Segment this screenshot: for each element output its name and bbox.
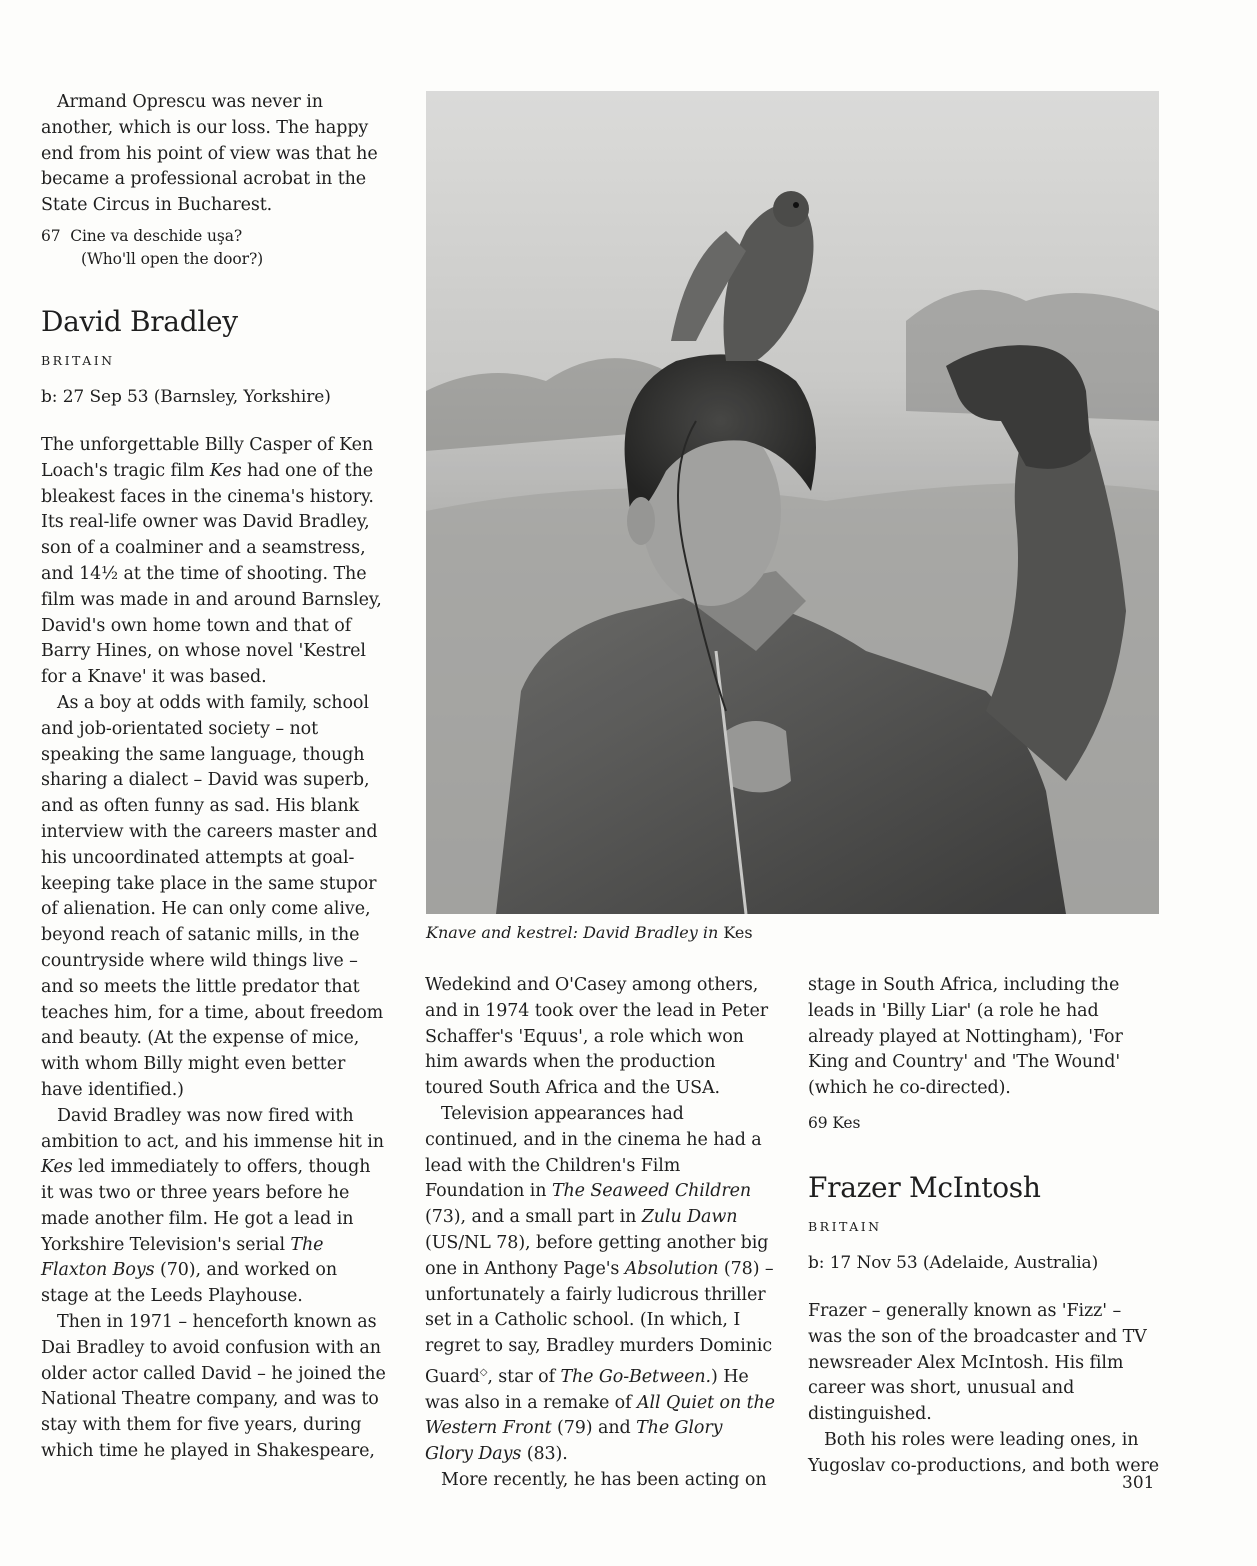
filmo-year: 67 bbox=[41, 226, 61, 245]
bio-paragraph-6: Television appearances had continued, and in the cinema he had a lead with the Children's Film Foundation in The Seaweed Children (73), and a small part in Zulu Dawn (US/NL 78), before getting another big one in Anthony Page's Absolution (78) – unfortunately a fairly ludicrous thriller set in a Catholic school. (In which, I regret to say, Bradley murders Dominic Guard◇, star of The Go-Between.) He was also in a remake of All Quiet on the Western Front (79) and The Glory Glory Days (83). bbox=[425, 1103, 775, 1465]
bio-paragraph-7: More recently, he has been acting on bbox=[441, 1469, 767, 1490]
bio-paragraph-5: Wedekind and O'Casey among others, and in 1974 took over the lead in Peter Schaffer's 'Equus', a role which won him awards when the production toured South Africa and the USA. bbox=[425, 975, 768, 1099]
entry-birth: b: 27 Sep 53 (Barnsley, Yorkshire) bbox=[41, 386, 331, 407]
bio-paragraph-3: David Bradley was now fired with ambition to act, and his immense hit in Kes led immediately to offers, though it was two or three years before he made another film. He got a lead in Yorkshire Television's serial The Flaxton Boys (70), and worked on stage at the Leeds Playhouse. bbox=[41, 1105, 384, 1307]
column-2 bbox=[425, 973, 775, 1494]
entry-name-david-bradley: David Bradley bbox=[41, 304, 238, 338]
filmography-previous bbox=[41, 225, 387, 271]
filmography-david-bradley: 69 Kes bbox=[808, 1113, 861, 1132]
bio-paragraph-1: The unforgettable Billy Casper of Ken Loach's tragic film Kes had one of the bleakest faces in the cinema's history. Its real-life owner was David Bradley, son of a coalminer and a seamstress, and 14½ at the time of shooting. The film was made in and around Barnsley, David's own home town and that of Barry Hines, on whose novel 'Kestrel for a Knave' it was based. bbox=[41, 434, 382, 688]
bio-paragraph-8: stage in South Africa, including the leads in 'Billy Liar' (a role he had already played at Nottingham), 'For King and Country' and 'The Wound' (which he co-directed). bbox=[808, 975, 1123, 1099]
entry-name-frazer-mcintosh: Frazer McIntosh bbox=[808, 1170, 1041, 1204]
column-1 bbox=[41, 90, 387, 1465]
photo-illustration bbox=[426, 91, 1159, 914]
page-number: 301 bbox=[1122, 1473, 1155, 1493]
column-3 bbox=[808, 973, 1160, 1480]
cross-reference-diamond-icon: ◇ bbox=[479, 1366, 488, 1378]
photo-caption: Knave and kestrel: David Bradley in Kes bbox=[426, 923, 753, 942]
intro-paragraph: Armand Oprescu was never in another, which is our loss. The happy end from his point of view was that he became a professional acrobat in the State Circus in Bucharest. bbox=[41, 92, 378, 216]
entry-country: BRITAIN bbox=[41, 352, 115, 368]
bio-paragraph-10: Both his roles were leading ones, in Yugoslav co-productions, and both were bbox=[808, 1429, 1160, 1476]
entry-birth-2: b: 17 Nov 53 (Adelaide, Australia) bbox=[808, 1252, 1099, 1273]
entry-country-2: BRITAIN bbox=[808, 1218, 882, 1234]
bio-paragraph-9: Frazer – generally known as 'Fizz' – was the son of the broadcaster and TV newsreader Alex McIntosh. His film career was short, unusual and distinguished. bbox=[808, 1300, 1147, 1425]
filmo-translation: (Who'll open the door?) bbox=[81, 249, 264, 268]
filmo-title: Cine va deschide uşa? bbox=[70, 226, 243, 245]
photograph-boy-with-kestrel bbox=[426, 91, 1159, 914]
bio-paragraph-2: As a boy at odds with family, school and job-orientated society – not speaking the same language, though sharing a dialect – David was superb, and as often funny as sad. His blank interview with the careers master and his uncoordinated attempts at goal-keeping take place in the same stupor of alienation. He can only come alive, beyond reach of satanic mills, in the countryside where wild things live – and so meets the little predator that teaches him, for a time, about freedom and beauty. (At the expense of mice, with whom Billy might even better have identified.) bbox=[41, 692, 384, 1100]
bio-paragraph-4: Then in 1971 – henceforth known as Dai Bradley to avoid confusion with an older actor called David – he joined the National Theatre company, and was to stay with them for five years, during which time he played in Shakespeare, bbox=[41, 1312, 386, 1462]
